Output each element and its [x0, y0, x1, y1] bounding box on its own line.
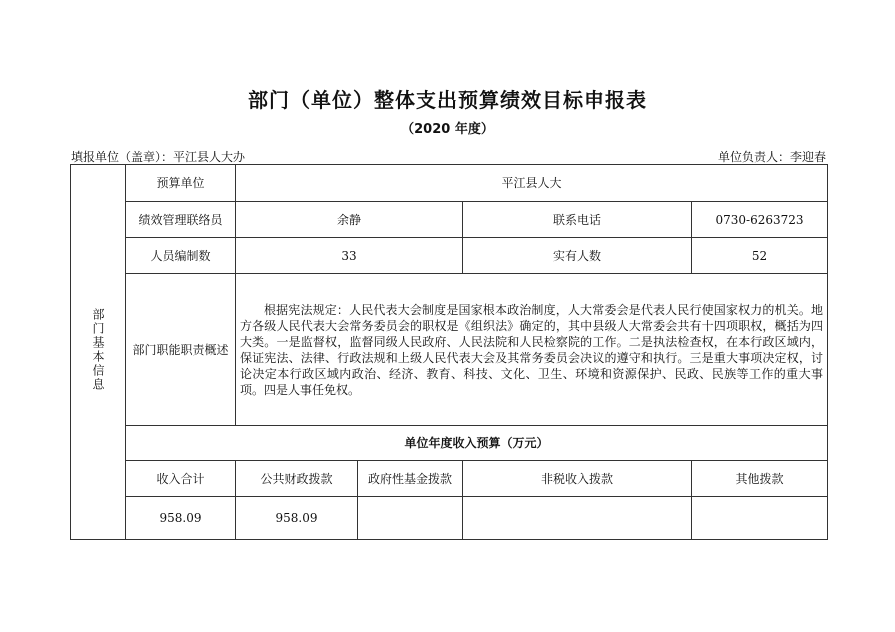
- budget-unit-label: 预算单位: [126, 165, 236, 202]
- duties-description-cell: [236, 274, 828, 426]
- staff-row: [71, 238, 828, 274]
- performance-target-form: [70, 164, 828, 540]
- income-value-total: 958.09: [126, 497, 236, 540]
- contact-value: 余静: [236, 202, 463, 238]
- income-header-total: 收入合计: [126, 461, 236, 497]
- document-year: （2020 年度）: [401, 122, 494, 137]
- duties-row: [71, 274, 828, 426]
- duties-label: 部门职能职责概述: [126, 274, 236, 426]
- phone-label: 联系电话: [463, 202, 692, 238]
- budget-unit-value: 平江县人大: [236, 165, 828, 202]
- duties-description: 根据宪法规定：人民代表大会制度是国家根本政治制度，人大常委会是代表人民行使国家权力的机关。地方各级人民代表大会常务委员会的职权是《组织法》确定的，其中县级人大常委会共有十四项职权，概括为四大类。一是监督权，监督同级人民政府、人民法院和人民检察院的工作。二是执法检查权，在本行政区域内，保证宪法、法律、行政法规和上级人民代表大会及其常务委员会决议的遵守和执行。三是重大事项决定权，讨论决定本行政区域内政治、经济、教育、科技、文化、卫生、环境和资源保护、民政、民族等工作的重大事项。四是人事任免权。: [240, 302, 824, 397]
- income-header-public-finance: 公共财政拨款: [236, 461, 358, 497]
- income-header-other: 其他拨款: [692, 461, 828, 497]
- basic-info-section-cell: [71, 165, 126, 540]
- contact-row: [71, 202, 828, 238]
- income-value-other: [692, 497, 828, 540]
- filling-unit: 填报单位（盖章）：平江县人大办: [71, 150, 246, 164]
- income-section-title: 单位年度收入预算（万元）: [126, 426, 828, 461]
- income-header-row: [71, 461, 828, 497]
- actual-staff-value: 52: [692, 238, 828, 274]
- income-value-public-finance: 958.09: [236, 497, 358, 540]
- person-in-charge: 单位负责人：李迎春: [717, 150, 826, 164]
- budget-unit-row: [71, 165, 828, 202]
- document-title: 部门（单位）整体支出预算绩效目标申报表: [248, 88, 647, 112]
- income-header-non-tax: 非税收入拨款: [463, 461, 692, 497]
- actual-staff-label: 实有人数: [463, 238, 692, 274]
- contact-label: 绩效管理联络员: [126, 202, 236, 238]
- income-value-non-tax: [463, 497, 692, 540]
- staff-quota-value: 33: [236, 238, 463, 274]
- income-header-government-fund: 政府性基金拨款: [358, 461, 463, 497]
- income-value-row: [71, 497, 828, 540]
- staff-quota-label: 人员编制数: [126, 238, 236, 274]
- income-value-government-fund: [358, 497, 463, 540]
- basic-info-section-label: 部门基本信息: [91, 308, 105, 392]
- phone-value: 0730-6263723: [692, 202, 828, 238]
- income-section-row: [71, 426, 828, 461]
